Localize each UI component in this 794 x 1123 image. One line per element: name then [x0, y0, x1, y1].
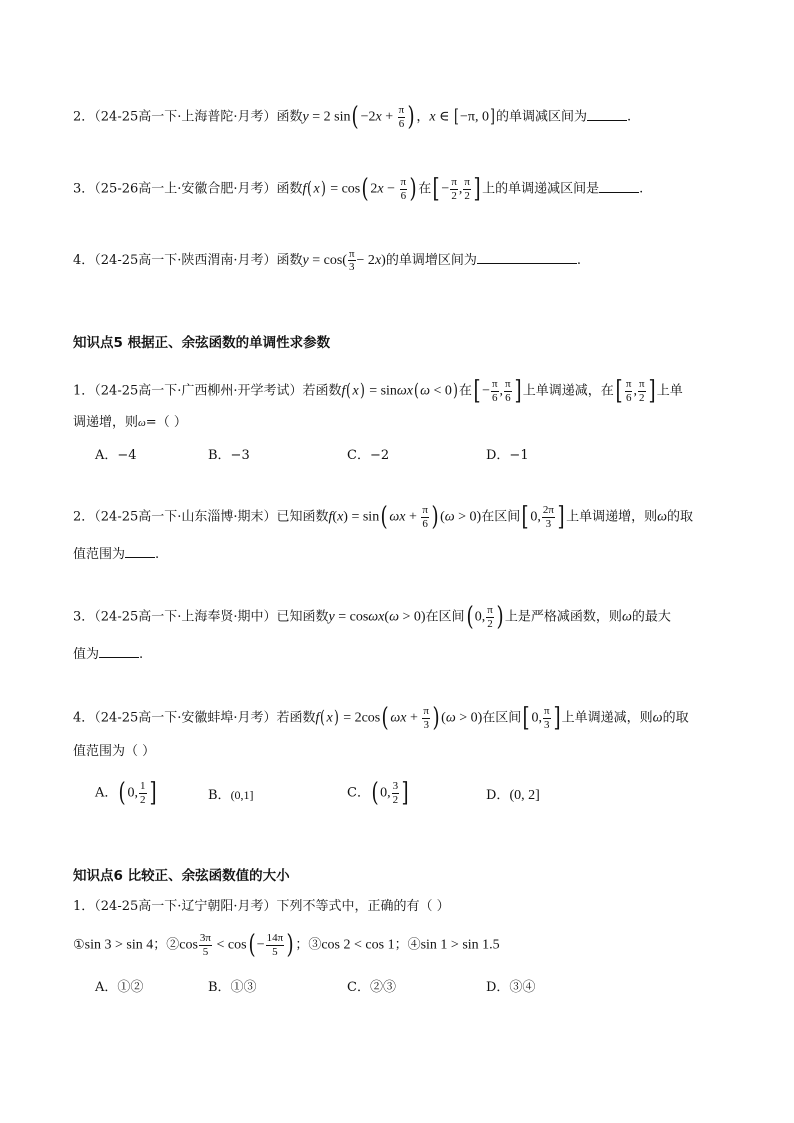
option-b[interactable]: B．(0,1] — [208, 788, 254, 803]
question-4-prev: 4．（24-25高一下·陕西渭南·月考）函数y = cos( $\frac{\pi}{3}$ − 2x)的单调增区间为 . — [73, 248, 581, 274]
s5-question-4-line2: 值范围为（ ） — [73, 744, 156, 759]
s6-inequalities: ①sin 3 > sin 4；②cos $\frac{3\pi}{5}$ < cos( − $\frac{14\pi}{5}$ ) ；③cos 2 < cos 1；④sin 1 > sin 1.5 — [73, 930, 500, 960]
option-d[interactable]: D．−1 — [486, 448, 529, 463]
answer-blank[interactable] — [125, 545, 155, 558]
option-a[interactable]: A．( 0, $\frac{1}{2}$ ] — [95, 778, 157, 808]
s5-question-3-line2: 值为 . — [73, 647, 144, 662]
option-c[interactable]: C．( 0, $\frac{3}{2}$ ] — [347, 778, 409, 808]
question-2-prev: 2．（24-25高一下·上海普陀·月考）函数y = 2 sin( −2x + $\frac{\pi}{6}$ ) ，x ∈ [−π, 0]的单调减区间为 . — [73, 102, 632, 132]
question-3-prev: 3．（25-26高一上·安徽合肥·月考）函数f(x) = cos( 2x − $\frac{\pi}{6}$ ) 在[ − $\frac{\pi}{2}$ , $\frac{\pi}{2}$ ] 上的单调递减区间是 . — [73, 174, 644, 204]
option-d[interactable]: D．③④ — [486, 980, 536, 995]
section-5-heading: 知识点5 根据正、余弦函数的单调性求参数 — [73, 335, 331, 351]
option-b[interactable]: B．①③ — [208, 980, 257, 995]
answer-blank[interactable] — [599, 180, 639, 193]
s5-question-4: 4．（24-25高一下·安徽蚌埠·月考）若函数f(x) = 2cos( ωx + $\frac{\pi}{3}$ ) (ω > 0)在区间[ 0, $\frac{\pi}{3}$ ] 上单调递减，则ω的取 — [73, 703, 689, 733]
s5-question-1: 1．（24-25高一下·广西柳州·开学考试）若函数f(x) = sinωx(ω < 0)在[ − $\frac{\pi}{6}$ , $\frac{\pi}{6}$ ] 上单调递减，在[ $\frac{\pi}{6}$ , $\frac{\pi}{2}$ ] 上单 — [73, 376, 683, 406]
answer-blank[interactable] — [477, 251, 577, 264]
answer-blank[interactable] — [99, 645, 139, 658]
option-a[interactable]: A．−4 — [95, 448, 137, 463]
option-c[interactable]: C．②③ — [347, 980, 396, 995]
option-d[interactable]: D．(0, 2] — [486, 788, 540, 803]
answer-blank[interactable] — [587, 108, 627, 121]
option-b[interactable]: B．−3 — [208, 448, 250, 463]
s5-question-2-line2: 值范围为 . — [73, 547, 160, 562]
s5-question-3: 3．（24-25高一下·上海奉贤·期中）已知函数y = cosωx(ω > 0)在区间( 0, $\frac{\pi}{2}$ ) 上是严格减函数，则ω的最大 — [73, 602, 671, 632]
s5-question-2: 2．（24-25高一下·山东淄博·期末）已知函数f(x) = sin( ωx + $\frac{\pi}{6}$ ) (ω > 0)在区间[ 0, $\frac{2\pi}{3}$ ] 上单调递增，则ω的取 — [73, 502, 694, 532]
option-c[interactable]: C．−2 — [347, 448, 390, 463]
section-6-heading: 知识点6 比较正、余弦函数值的大小 — [73, 868, 290, 884]
option-a[interactable]: A．①② — [95, 980, 144, 995]
s6-question-1: 1．（24-25高一下·辽宁朝阳·月考）下列不等式中，正确的有（ ） — [73, 899, 450, 914]
s5-question-1-line2: 调递增，则ω=（ ） — [73, 415, 187, 430]
